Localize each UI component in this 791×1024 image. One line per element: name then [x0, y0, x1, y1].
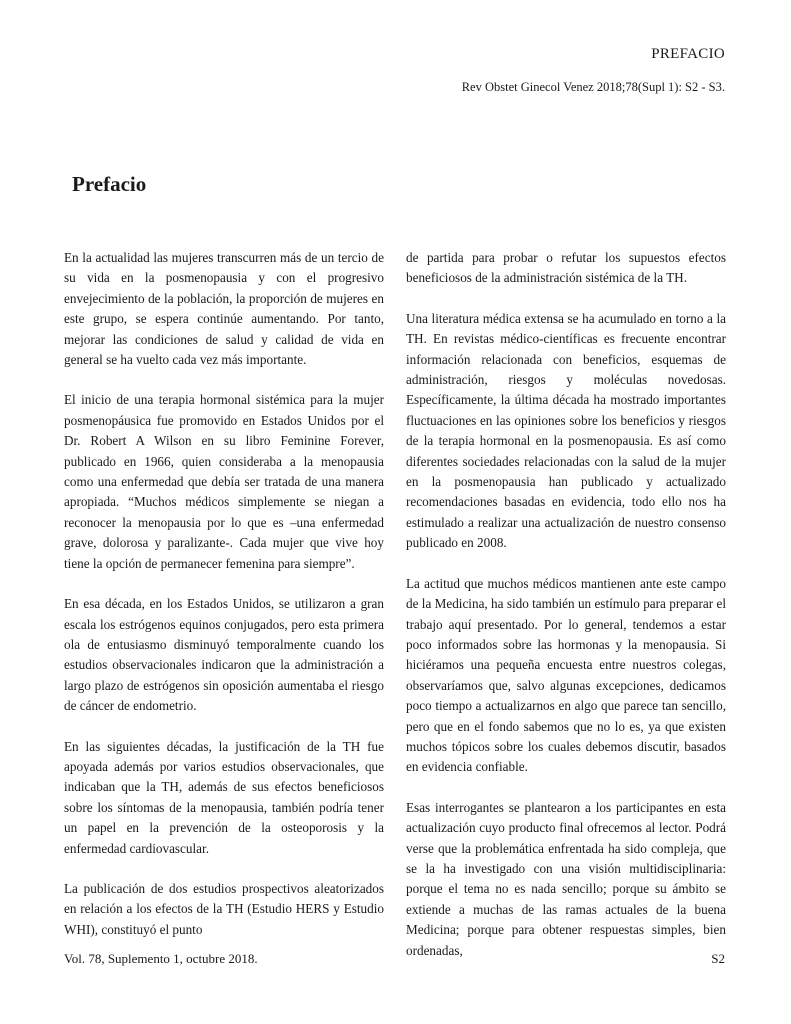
- paragraph: Esas interrogantes se plantearon a los participantes en esta actualización cuyo producto final ofrecemos al lector. Podrá verse que la problemática enfrentada ha sido compleja, que se la ha investigado con una visión multidisciplinaria: porque el tema no es nada sencillo; porque su ámbito se extiende a muchas de las ramas actuales de la buena Medicina; porque para obtener respuestas simples, bien ordenadas,: [406, 799, 726, 958]
- right-column: [406, 248, 726, 981]
- left-column: [64, 248, 384, 960]
- paragraph: de partida para probar o refutar los supuestos efectos beneficiosos de la administración sistémica de la TH.: [406, 250, 726, 286]
- paragraph: Una literatura médica extensa se ha acumulado en torno a la TH. En revistas médico-científicas es frecuente encontrar información relacionada con beneficios, esquemas de administración, riesgos y moléculas novedosas. Específicamente, la última década ha mostrado importantes fluctuaciones en las opiniones sobre los beneficios y riesgos de la terapia hormonal en la posmenopausia. Es así como diferentes sociedades relacionadas con la salud de la mujer en la posmenopausia han publicado y actualizado recomendaciones basadas en evidencia, todo ello nos ha estimulado a realizar una actualización de nuestro consenso publicado en 2008.: [406, 310, 726, 551]
- running-header: PREFACIO: [651, 46, 725, 62]
- paragraph: En la actualidad las mujeres transcurren más de un tercio de su vida en la posmenopausia y con el progresivo envejecimiento de la población, la proporción de mujeres en este grupo, se espera continúe aumentando. Por tanto, mejorar las condiciones de salud y calidad de vida en general se ha vuelto cada vez más importante.: [64, 250, 384, 368]
- page-number: S2: [711, 951, 725, 966]
- paragraph: En esa década, en los Estados Unidos, se utilizaron a gran escala los estrógenos equinos conjugados, pero esta primera ola de entusiasmo disminuyó temporalmente cuando los estudios observacionales indicaron que la administración a largo plazo de estrógenos sin oposición aumentaba el riesgo de cáncer de endometrio.: [64, 596, 384, 714]
- journal-citation: Rev Obstet Ginecol Venez 2018;78(Supl 1): S2 - S3.: [461, 80, 725, 94]
- paragraph: La actitud que muchos médicos mantienen ante este campo de la Medicina, ha sido también un estímulo para preparar el trabajo aquí presentado. Por lo general, tendemos a estar poco informados sobre las hormonas y la menopausia. Si hiciéramos una pequeña encuesta entre nuestros colegas, observaríamos que, salvo algunas excepciones, dedicamos poco tiempo a actualizarnos en algo que parece tan sencillo, pero que en el fondo sabemos que no lo es, ya que existen muchos tópicos sobre los cuales debemos discutir, basados en evidencia confiable.: [406, 575, 726, 775]
- paragraph: El inicio de una terapia hormonal sistémica para la mujer posmenopáusica fue promovido en Estados Unidos por el Dr. Robert A Wilson en su libro Feminine Forever, publicado en 1966, quien consideraba a la menopausia como una enfermedad que debía ser tratada de una manera apropiada. “Muchos médicos simplemente se niegan a reconocer la menopausia por lo que es –una enfermedad grave, dolorosa y paralizante-. Cada mujer que vive hoy tiene la opción de permanecer femenina para siempre”.: [64, 392, 384, 571]
- article-title: Prefacio: [72, 172, 147, 196]
- paragraph: La publicación de dos estudios prospectivos aleatorizados en relación a los efectos de la TH (Estudio HERS y Estudio WHI), constituyó el punto: [64, 880, 384, 937]
- paragraph: En las siguientes décadas, la justificación de la TH fue apoyada además por varios estudios observacionales, que indicaban que la TH, además de sus efectos beneficiosos sobre los síntomas de la menopausia, también podría tener un papel en la prevención de la osteoporosis y la enfermedad cardiovascular.: [64, 738, 384, 856]
- footer-volume: Vol. 78, Suplemento 1, octubre 2018.: [64, 951, 258, 966]
